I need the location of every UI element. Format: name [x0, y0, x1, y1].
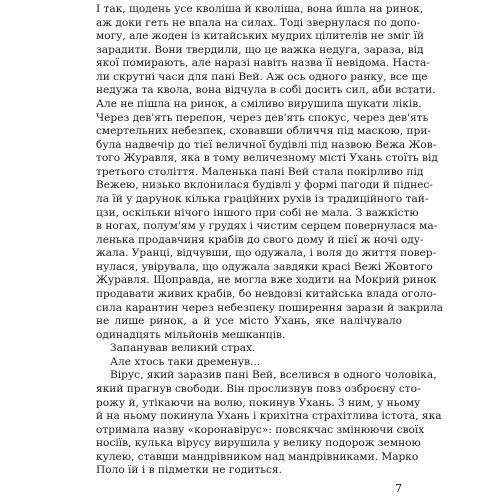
text-line: Поло їй і в підметки не годиться.	[96, 464, 282, 477]
text-line: отримала назву «коронавірус»: повсякчас змінюючи своїх	[96, 423, 425, 436]
text-line: цзи, оскільки нічого іншого при собі не мала. З важкістю	[96, 206, 419, 219]
text-line: аж доки геть не впала на силах. Тоді звернулася по допо-	[96, 16, 421, 29]
text-line: жала. Уранці, відчувши, що одужала, і воля до життя повер-	[96, 247, 437, 260]
text-line: нулася, увірувала, що одужала завдяки красі Вежі Жовтого	[96, 260, 433, 273]
page-number: 7	[395, 482, 402, 495]
text-line: ленька продавчиня крабів до свого дому й цієї ж ночі оду-	[96, 233, 424, 246]
text-line: Через дев'ять перепон, через дев'ять спокус, через дев'ять	[96, 111, 429, 124]
text-line: Вежею, низько вклонилася будівлі у формі пагоди й піднес-	[96, 179, 433, 192]
text-line: Але хтось таки дременув...	[110, 355, 261, 368]
text-line: Запанував великий страх.	[110, 342, 256, 355]
text-line: І так, щодень усе кволіша й кволіша, вона йшла на ринок,	[96, 3, 424, 15]
text-line: ла їй у дарунок кілька граційних рухів із традиційного тай-	[96, 193, 429, 205]
text-line: сила карантин через небезпеку поширення зарази й закрила	[96, 301, 444, 314]
text-line: була надвечір до тієї величної будівлі під назвою Вежа Жов-	[96, 138, 437, 151]
text-line: Але не пішла на ринок, а сміливо вирушила шукати ліків.	[96, 98, 422, 110]
text-line: того Журавля, яка в тому величезному місті Ухань стоїть від	[96, 152, 438, 165]
text-line: ли скрутні часи для пані Вей. Аж ось одного ранку, все ще	[96, 70, 428, 83]
text-line: недужа та квола, вона відчула в собі досить сил, аби встати.	[96, 84, 436, 97]
text-line: Журавля. Щоправда, не могла вже ходити на Мокрий ринок	[96, 274, 437, 287]
text-line: який прагнув свободи. Він прослизнув повз озброєну сто-	[96, 383, 421, 395]
text-line: й на ньому покинула Ухань і крихітна страхітлива істота, яка	[96, 410, 442, 423]
text-line: кулею, ставши мандрівником над мандрівниками. Марко	[96, 450, 419, 463]
text-line: якої помирають, але наразі навіть назва її невідома. Наста-	[96, 57, 430, 70]
text-line: носіїв, кулька вірусу вирушила у велику подорож земною	[96, 437, 421, 450]
text-line: третього століття. Маленька пані Вей стала покірливо під	[96, 165, 424, 178]
text-line: одинадцять мільйонів мешканців.	[96, 328, 286, 341]
text-line: рожу й, утікаючи на волю, покинув Ухань. З ним, у ньому	[96, 396, 421, 409]
text-line: в ногах, полум'ям у грудях і чистим серцем повернулася ма-	[96, 220, 438, 233]
text-line: продавати живих крабів, бо невдовзі китайська влада оголо-	[96, 288, 437, 300]
text-line: смертельних небезпек, сховавши обличчя під маскою, при-	[96, 125, 431, 138]
text-line: зарадити. Вони твердили, що це важка недуга, зараза, від	[96, 43, 424, 56]
text-line: Вірус, який заразив пані Вей, вселився в одного чоловіка,	[110, 369, 437, 382]
text-line: не лише ринок, а й усе місто Ухань, яке налічувало	[96, 315, 402, 328]
text-line: могу, але жоден із китайських мудрих цілителів не зміг їй	[96, 30, 425, 43]
